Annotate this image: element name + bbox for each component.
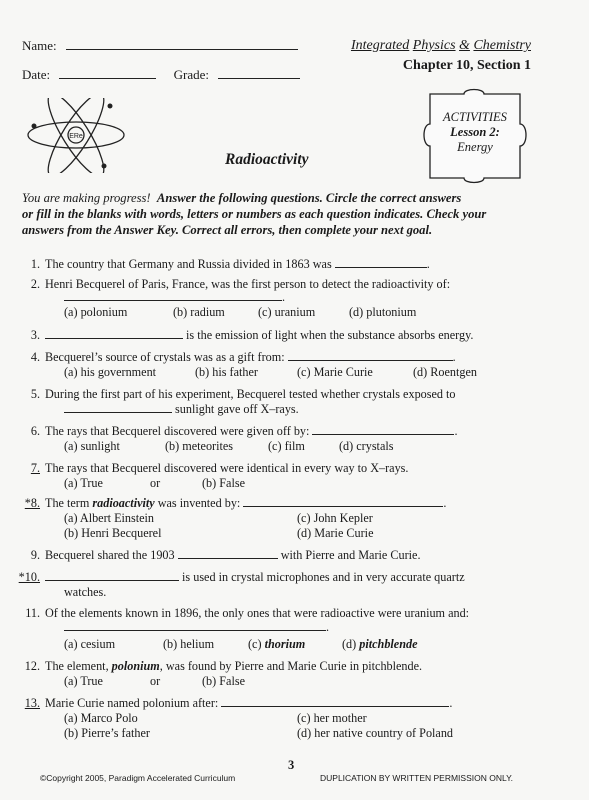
question-2: 2. Henri Becquerel of Paris, France, was the first person to detect the radioactivity of:: [30, 277, 451, 291]
intro-line-3: answers from the Answer Key. Correct all errors, then complete your next goal.: [22, 223, 433, 237]
question-12: 12. The element, polonium, was found by Pierre and Marie Curie in pitchblende.: [24, 659, 423, 673]
name-blank[interactable]: [66, 49, 298, 50]
question-5-line-2: sunlight gave off X–rays.: [64, 402, 299, 417]
atom-icon: [20, 98, 132, 173]
q13-option-a[interactable]: (a) Marco Polo: [64, 711, 138, 725]
q6-option-a[interactable]: (a) sunlight: [64, 439, 120, 453]
q11-option-a[interactable]: (a) cesium: [64, 637, 116, 651]
q2-option-a[interactable]: (a) polonium: [64, 305, 128, 319]
intro-lead: You are making progress!: [22, 191, 151, 205]
q6-option-d[interactable]: (d) crystals: [339, 439, 394, 453]
q3-blank[interactable]: [45, 338, 183, 339]
name-label: Name:: [22, 38, 57, 53]
page-number: 3: [288, 758, 295, 772]
badge-line-2: Lesson 2:: [450, 125, 500, 139]
q2-option-c[interactable]: (c) uranium: [258, 305, 316, 319]
q11-blank-row: .: [64, 620, 329, 635]
q2-blank[interactable]: [64, 300, 282, 301]
q10-blank[interactable]: [45, 580, 179, 581]
name-field-row: [22, 38, 298, 54]
activities-badge: [420, 110, 530, 155]
q7-option-a[interactable]: (a) True: [64, 476, 103, 490]
q8-option-a[interactable]: (a) Albert Einstein: [64, 511, 155, 525]
q1-blank[interactable]: [335, 267, 427, 268]
q8-option-d[interactable]: (d) Marie Curie: [297, 526, 374, 540]
question-3: 3. is the emission of light when the substance absorbs energy.: [30, 328, 474, 342]
grade-blank[interactable]: [218, 78, 300, 79]
question-4: 4. Becquerel’s source of crystals was as a gift from: .: [30, 350, 456, 364]
question-13: 13. Marie Curie named polonium after: .: [24, 696, 453, 710]
copyright-text: ©Copyright 2005, Paradigm Accelerated Curriculum: [40, 773, 236, 783]
question-10: *10. is used in crystal microphones and in very accurate quartz: [18, 570, 465, 584]
q2-option-d[interactable]: (d) plutonium: [349, 305, 417, 319]
badge-line-1: ACTIVITIES: [443, 110, 507, 124]
q12-term: polonium: [111, 659, 160, 673]
intro-line-2: or fill in the blanks with words, letters or numbers as each question indicates. Check your: [22, 207, 487, 221]
chapter-label: Chapter 10, Section 1: [402, 58, 531, 73]
permission-text: DUPLICATION BY WRITTEN PERMISSION ONLY.: [320, 773, 514, 783]
q6-option-b[interactable]: (b) meteorites: [165, 439, 234, 453]
badge-line-3: Energy: [457, 140, 493, 154]
q12-option-b[interactable]: (b) False: [202, 674, 245, 688]
intro-rest-1: Answer the following questions. Circle the correct answers: [156, 191, 462, 205]
q8-option-c[interactable]: (c) John Kepler: [297, 511, 373, 525]
q11-blank[interactable]: [64, 630, 326, 631]
q6-option-c[interactable]: (c) film: [268, 439, 305, 453]
q6-blank[interactable]: [312, 434, 454, 435]
course-amp: &: [459, 38, 470, 53]
q8-blank[interactable]: [243, 506, 443, 507]
q13-blank[interactable]: [221, 706, 449, 707]
date-label: Date:: [22, 67, 51, 82]
q13-option-b[interactable]: (b) Pierre’s father: [64, 726, 150, 740]
q4-option-d[interactable]: (d) Roentgen: [413, 365, 477, 379]
question-6: 6. The rays that Becquerel discovered were given off by: .: [30, 424, 458, 438]
date-grade-row: [22, 67, 300, 83]
question-11: 11. Of the elements known in 1896, the only ones that were radioactive were uranium and:: [25, 606, 470, 620]
q5-blank[interactable]: [64, 412, 172, 413]
course-title: [351, 38, 531, 54]
intro-paragraph: [22, 190, 562, 238]
q2-option-b[interactable]: (b) radium: [173, 305, 225, 319]
question-1: 1. The country that Germany and Russia divided in 1863 was .: [30, 257, 430, 271]
q11-option-b[interactable]: (b) helium: [163, 637, 215, 651]
q11-option-c[interactable]: (c) thorium: [248, 637, 306, 651]
q12-or: or: [150, 674, 161, 688]
question-5: 5. During the first part of his experiment, Becquerel tested whether crystals exposed to: [30, 387, 456, 401]
date-blank[interactable]: [59, 78, 156, 79]
q9-blank[interactable]: [178, 558, 278, 559]
q12-option-a[interactable]: (a) True: [64, 674, 103, 688]
q2-blank-row: .: [64, 290, 285, 305]
grade-label: Grade:: [173, 67, 210, 82]
q11-option-d[interactable]: (d) pitchblende: [342, 637, 418, 651]
q13-option-d[interactable]: (d) her native country of Poland: [297, 726, 454, 740]
question-10-line-2: watches.: [64, 585, 107, 599]
q4-option-a[interactable]: (a) his government: [64, 365, 157, 379]
atom-nucleus-label: ERe: [69, 133, 83, 140]
question-9: 9. Becquerel shared the 1903 with Pierre and Marie Curie.: [30, 548, 421, 562]
course-word-3: Chemistry: [473, 38, 531, 53]
q7-or: or: [150, 476, 161, 490]
question-7: 7. The rays that Becquerel discovered were identical in every way to X–rays.: [30, 461, 409, 475]
q8-term: radioactivity: [92, 496, 155, 510]
question-8: *8. The term radioactivity was invented by: .: [24, 496, 447, 510]
page-title: Radioactivity: [225, 151, 309, 168]
course-word-1: Integrated: [350, 38, 410, 53]
q8-option-b[interactable]: (b) Henri Becquerel: [64, 526, 162, 540]
q4-option-b[interactable]: (b) his father: [195, 365, 258, 379]
course-word-2: Physics: [412, 38, 456, 53]
q4-blank[interactable]: [288, 360, 453, 361]
q13-option-c[interactable]: (c) her mother: [297, 711, 367, 725]
q4-option-c[interactable]: (c) Marie Curie: [297, 365, 373, 379]
q7-option-b[interactable]: (b) False: [202, 476, 245, 490]
